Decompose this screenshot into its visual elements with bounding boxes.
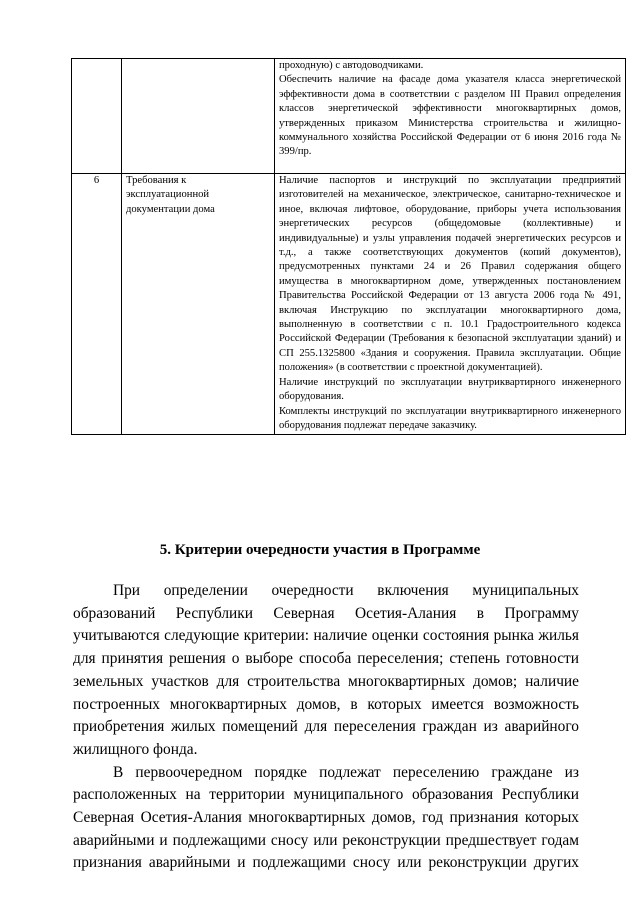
row-number-cell: 6	[72, 174, 122, 435]
row-number-cell	[72, 59, 122, 174]
requirement-paragraph: проходную) с автодоводчиками.	[279, 60, 424, 71]
requirement-paragraph: Обеспечить наличие на фасаде дома указателя класса энергетической эффективности дома в соответствии с разделом III Правил определения классов энергетической эффективности многоквартирных домов, утвержденных приказом Министерства строительства и жилищно-коммунального хозяйства Российской Федерации от 6 июня 2016 года № 399/пр.	[279, 74, 621, 158]
requirement-name-cell	[122, 59, 275, 174]
requirement-paragraph: Наличие паспортов и инструкций по эксплуатации предприятий изготовителей на механическое, электрическое, санитарно-техническое и иное, включая лифтовое, оборудование, приборы учета использования энергетических ресурсов (общедомовые (коллективные) и индивидуальные) и узлы управления подачей энергетических ресурсов и т.д., а также соответствующих документов (копий документов), предусмотренных пунктами 24 и 26 Правил содержания общего имущества в многоквартирном доме, утвержденных постановлением Правительства Российской Федерации от 13 августа 2006 года № 491, включая Инструкцию по эксплуатации многоквартирного дома, выполненную в соответствии с п. 10.1 Градостроительного кодекса Российской Федерации (Требования к безопасной эксплуатации зданий) и СП 255.1325800 «Здания и сооружения. Правила эксплуатации. Общие положения» (в соответствии с проектной документацией).	[279, 175, 621, 374]
table-row	[72, 59, 626, 174]
table-row	[72, 174, 626, 435]
body-paragraph: При определении очередности включения муниципальных образований Республики Северная Осетия-Алания в Программу учитываются следующие критерии: наличие оценки состояния рынка жилья для принятия решения о выборе способа переселения; степень готовности земельных участков для строительства многоквартирных домов; наличие построенных многоквартирных домов, в которых имеется возможность приобретения жилых помещений для переселения граждан из аварийного жилищного фонда.	[73, 582, 579, 758]
requirement-text-cell	[275, 174, 626, 435]
requirement-paragraph: Наличие инструкций по эксплуатации внутриквартирного инженерного оборудования.	[279, 376, 621, 403]
section-title: 5. Критерии очередности участия в Программе	[159, 542, 481, 558]
requirement-paragraph: Комплекты инструкций по эксплуатации внутриквартирного инженерного оборудования подлежат передаче заказчику.	[279, 405, 621, 431]
requirement-text-cell	[275, 59, 626, 174]
requirements-table	[71, 58, 626, 435]
body-paragraph: В первоочередном порядке подлежат переселению граждане из расположенных на территории муниципального образования Республики Северная Осетия-Алания многоквартирных домов, год признания которых аварийными и подлежащими сносу или реконструкции предшествует годам признания аварийными и подлежащими сносу или реконструкции других	[73, 763, 579, 872]
requirement-name-cell: Требования к эксплуатационной документации дома	[122, 174, 275, 435]
section-body	[73, 580, 579, 875]
